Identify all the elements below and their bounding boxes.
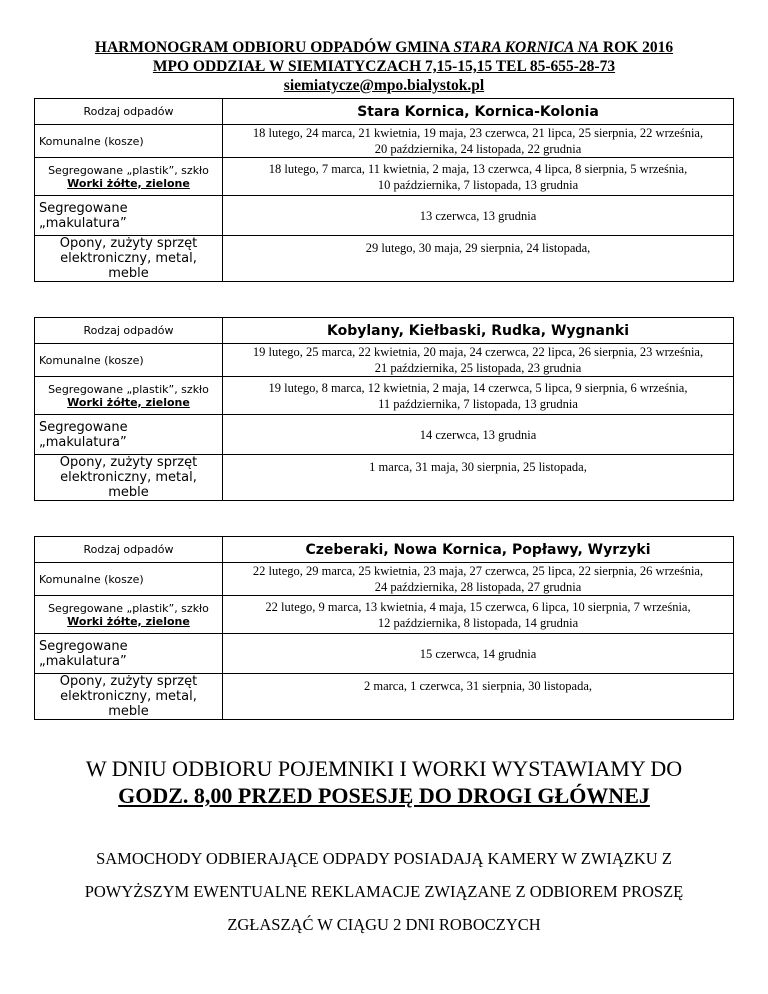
dates-komunalne: 22 lutego, 29 marca, 25 kwietnia, 23 maja, 27 czerwca, 25 lipca, 22 sierpnia, 26 września, 24 października, 28 listopada, 27 grudnia [223, 563, 734, 596]
col-header-rodzaj: Rodzaj odpadów [35, 537, 223, 563]
dates-makulatura: 13 czerwca, 13 grudnia [223, 196, 734, 236]
schedule-table-1 [34, 98, 734, 282]
label-komunalne: Komunalne (kosze) [35, 344, 223, 377]
table-row-header [35, 537, 734, 563]
col-header-rodzaj: Rodzaj odpadów [35, 99, 223, 125]
label-worki: Worki żółte, zielone [67, 395, 190, 409]
table-row-makulatura [35, 196, 734, 236]
table-row-segregowane [35, 377, 734, 415]
label-komunalne: Komunalne (kosze) [35, 563, 223, 596]
notice-pickup-line1: W DNIU ODBIORU POJEMNIKI I WORKI WYSTAWIAMY DO [85, 756, 683, 781]
schedule-table-3 [34, 536, 734, 720]
table-row-segregowane [35, 158, 734, 196]
table-row-komunalne [35, 563, 734, 596]
table-row-makulatura [35, 634, 734, 674]
dates-komunalne: 18 lutego, 24 marca, 21 kwietnia, 19 maja, 23 czerwca, 21 lipca, 25 sierpnia, 22 września, 20 października, 24 listopada, 22 grudnia [223, 125, 734, 158]
dates-komunalne: 19 lutego, 25 marca, 22 kwietnia, 20 maja, 24 czerwca, 22 lipca, 26 sierpnia, 23 września, 21 października, 25 listopada, 23 grudnia [223, 344, 734, 377]
document-header [0, 38, 768, 95]
dates-makulatura: 14 czerwca, 13 grudnia [223, 415, 734, 455]
label-opony: Opony, zużyty sprzęt elektroniczny, metal, meble [35, 674, 223, 720]
col-header-rodzaj: Rodzaj odpadów [35, 318, 223, 344]
header-email: siemiatycze@mpo.bialystok.pl [283, 77, 485, 94]
dates-segregowane: 18 lutego, 7 marca, 11 kwietnia, 2 maja, 13 czerwca, 4 lipca, 8 sierpnia, 5 września, 10 października, 7 listopada, 13 grudnia [223, 158, 734, 196]
table-row-makulatura [35, 415, 734, 455]
dates-makulatura: 15 czerwca, 14 grudnia [223, 634, 734, 674]
header-title: HARMONOGRAM ODBIORU ODPADÓW GMINA STARA KORNICA NA ROK 2016 [94, 39, 674, 56]
label-segregowane: Segregowane „plastik”, szkło Worki żółte, zielone [35, 596, 223, 634]
label-worki: Worki żółte, zielone [67, 614, 190, 628]
table-row-komunalne [35, 125, 734, 158]
dates-opony: 2 marca, 1 czerwca, 31 sierpnia, 30 listopada, [223, 674, 734, 720]
table-row-header [35, 318, 734, 344]
table-row-opony [35, 674, 734, 720]
header-office: MPO ODDZIAŁ W SIEMIATYCZACH 7,15-15,15 TEL 85-655-28-73 [152, 58, 616, 75]
table-row-komunalne [35, 344, 734, 377]
table-row-opony [35, 455, 734, 501]
notice-pickup-time [0, 755, 768, 809]
header-title-italic: STARA KORNICA NA [453, 39, 600, 56]
dates-opony: 1 marca, 31 maja, 30 sierpnia, 25 listopada, [223, 455, 734, 501]
place-name: Kobylany, Kiełbaski, Rudka, Wygnanki [223, 318, 734, 344]
notice-cameras-line2: POWYŻSZYM EWENTUALNE REKLAMACJE ZWIĄZANE Z ODBIOREM PROSZĘ [84, 882, 684, 901]
label-opony: Opony, zużyty sprzęt elektroniczny, metal, meble [35, 455, 223, 501]
schedule-table-2 [34, 317, 734, 501]
place-name: Czeberaki, Nowa Kornica, Popławy, Wyrzyki [223, 537, 734, 563]
dates-segregowane: 22 lutego, 9 marca, 13 kwietnia, 4 maja, 15 czerwca, 6 lipca, 10 sierpnia, 7 września, 12 października, 8 listopada, 14 grudnia [223, 596, 734, 634]
dates-segregowane: 19 lutego, 8 marca, 12 kwietnia, 2 maja, 14 czerwca, 5 lipca, 9 sierpnia, 6 września, 11 października, 7 listopada, 13 grudnia [223, 377, 734, 415]
label-opony: Opony, zużyty sprzęt elektroniczny, metal, meble [35, 236, 223, 282]
notice-cameras-line1: SAMOCHODY ODBIERAJĄCE ODPADY POSIADAJĄ KAMERY W ZWIĄZKU Z [96, 849, 672, 868]
place-name: Stara Kornica, Kornica-Kolonia [223, 99, 734, 125]
notice-pickup-line2: GODZ. 8,00 PRZED POSESJĘ DO DROGI GŁÓWNEJ [118, 783, 650, 808]
notice-cameras [0, 842, 768, 941]
label-segregowane: Segregowane „plastik”, szkło Worki żółte, zielone [35, 377, 223, 415]
label-makulatura: Segregowane „makulatura” [35, 196, 223, 236]
dates-opony: 29 lutego, 30 maja, 29 sierpnia, 24 listopada, [223, 236, 734, 282]
label-makulatura: Segregowane „makulatura” [35, 634, 223, 674]
label-komunalne: Komunalne (kosze) [35, 125, 223, 158]
label-segregowane: Segregowane „plastik”, szkło Worki żółte, zielone [35, 158, 223, 196]
table-row-opony [35, 236, 734, 282]
notice-cameras-line3: ZGŁASZĄĆ W CIĄGU 2 DNI ROBOCZYCH [227, 915, 541, 934]
table-row-segregowane [35, 596, 734, 634]
label-worki: Worki żółte, zielone [67, 176, 190, 190]
table-row-header [35, 99, 734, 125]
label-makulatura: Segregowane „makulatura” [35, 415, 223, 455]
